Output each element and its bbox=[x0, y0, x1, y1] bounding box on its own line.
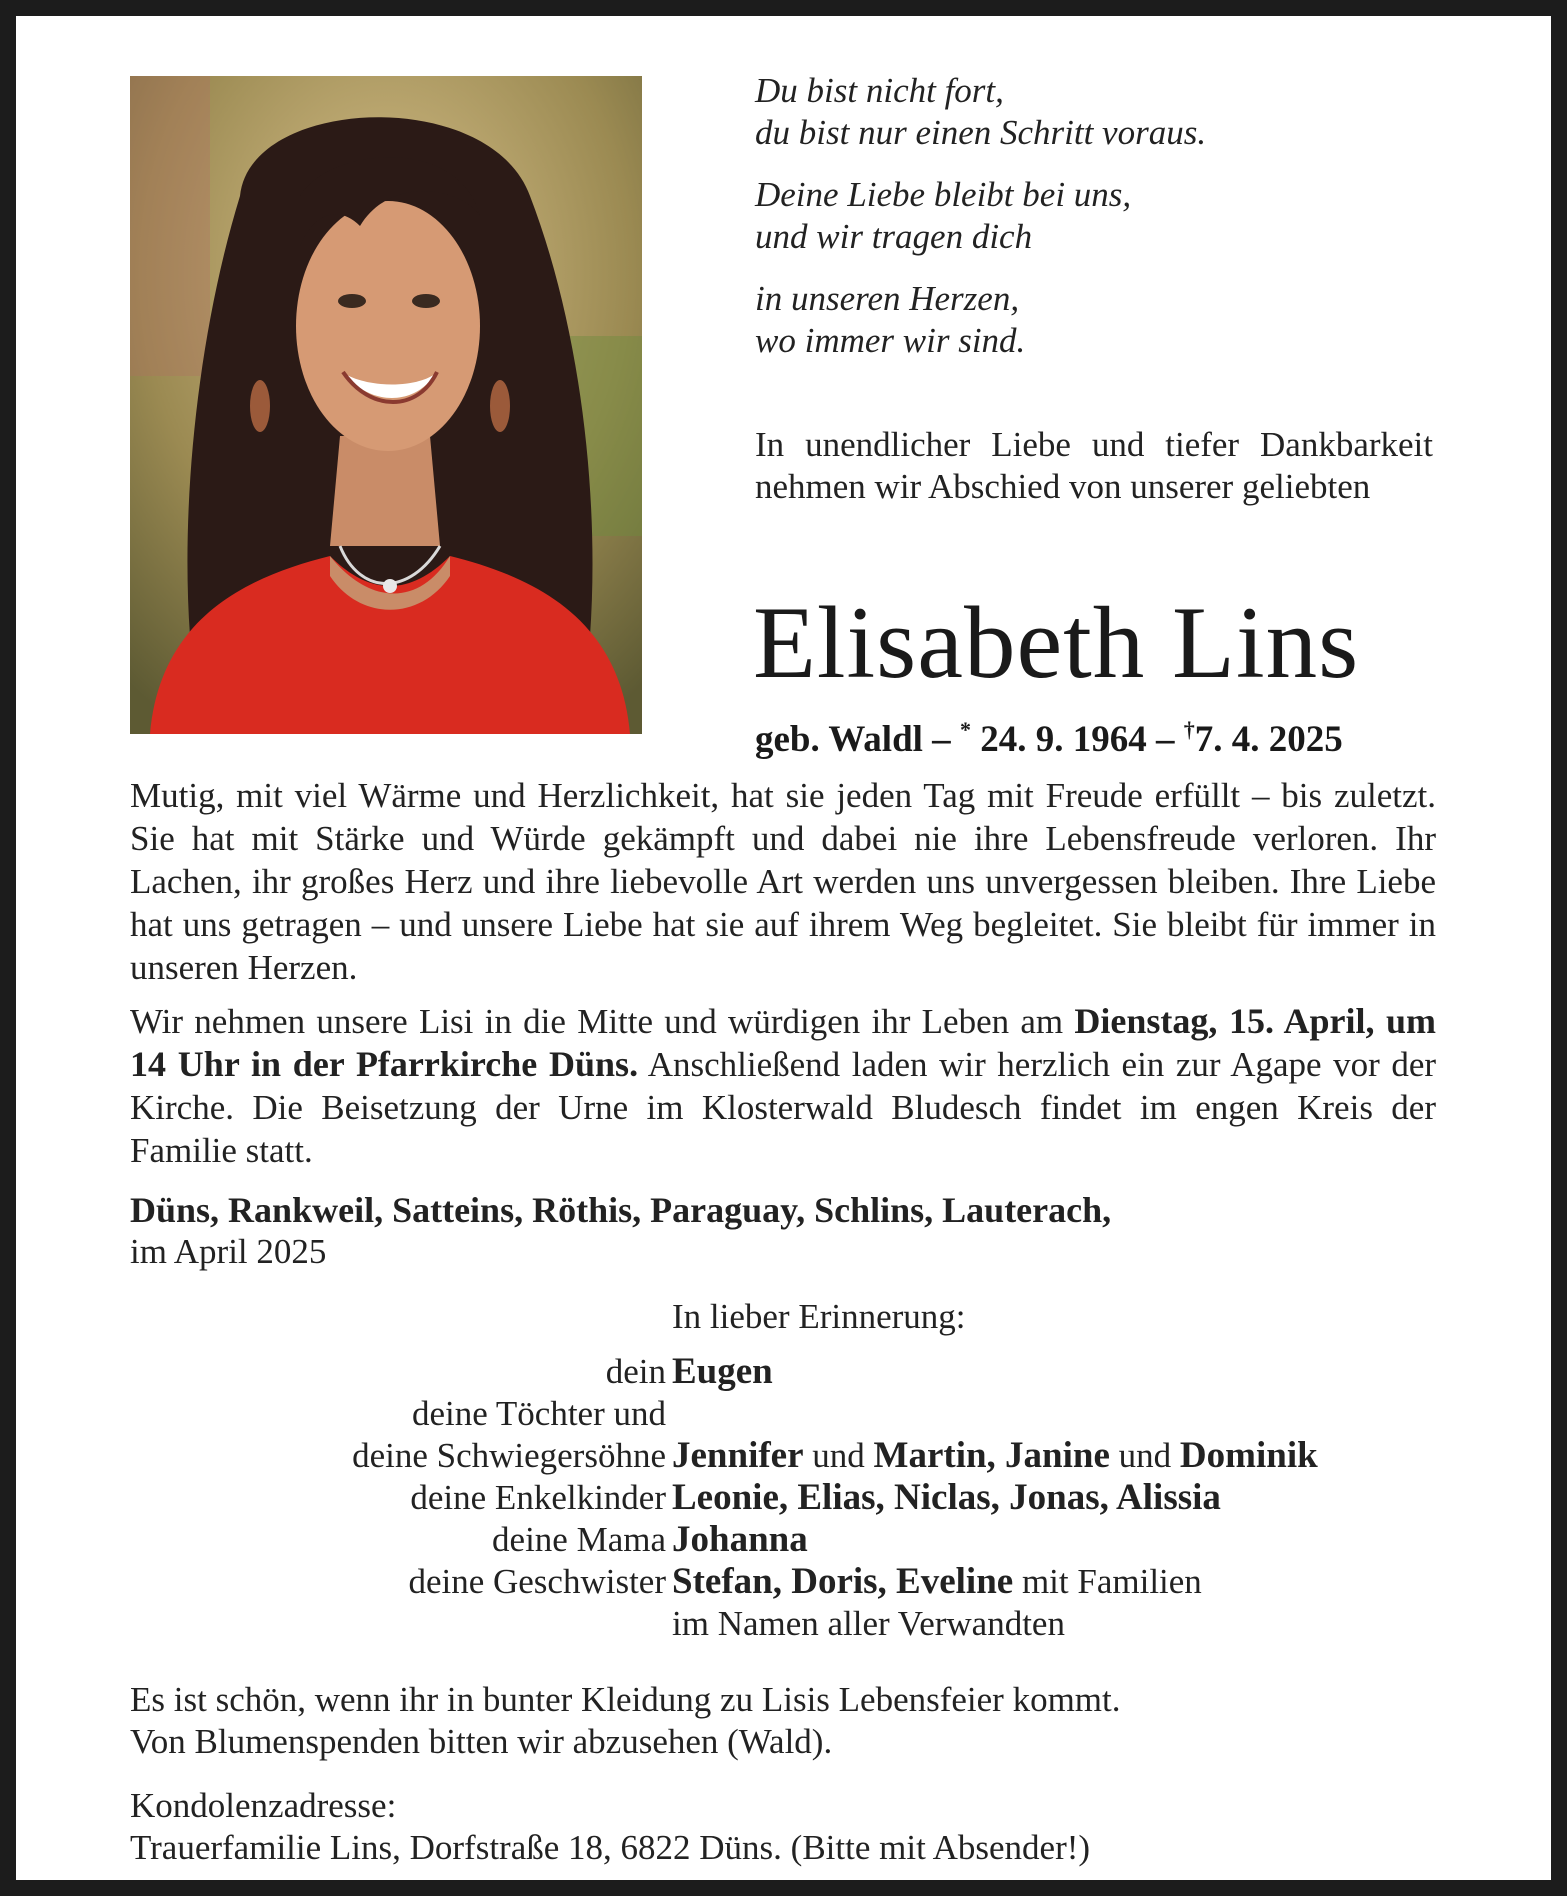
poem-stanza: in unseren Herzen, wo immer wir sind. bbox=[755, 279, 1026, 360]
birth-symbol: * bbox=[959, 717, 971, 742]
siblings-suffix: mit Familien bbox=[1013, 1562, 1202, 1601]
service-details: Anschließend laden wir herzlich ein zur Agape vor der Kirche. Die Beisetzung der Urne im Klosterwald Bludesch findet im engen Kreis der Familie statt. bbox=[130, 1045, 1437, 1170]
name-mother: Johanna bbox=[672, 1519, 808, 1560]
places-block bbox=[130, 1189, 1436, 1273]
relation-siblings: deine Geschwister bbox=[408, 1562, 666, 1601]
name-daughter: Dominik bbox=[1179, 1435, 1318, 1476]
date-line: im April 2025 bbox=[130, 1232, 327, 1271]
name-daughter: Jennifer bbox=[672, 1435, 804, 1476]
conjunction: und bbox=[1109, 1436, 1180, 1475]
relation-grandchildren: deine Enkelkinder bbox=[410, 1478, 666, 1517]
name-husband: Eugen bbox=[672, 1351, 773, 1392]
names-sons-in-law: Martin, Janine bbox=[873, 1435, 1110, 1476]
names-grandchildren: Leonie, Elias, Niclas, Jonas, Alissia bbox=[672, 1477, 1221, 1518]
relation-husband: dein bbox=[605, 1352, 666, 1391]
portrait-photo bbox=[130, 76, 642, 734]
deceased-name: Elisabeth Lins bbox=[753, 586, 1360, 700]
service-date-location: Dienstag, 15. April, um 14 Uhr in der Pfarrkirche Düns. bbox=[130, 1001, 1437, 1084]
closing-notes bbox=[130, 1679, 1436, 1763]
life-dates bbox=[755, 708, 1343, 762]
relatives-line: im Namen aller Verwandten bbox=[672, 1604, 1065, 1643]
names-siblings: Stefan, Doris, Eveline bbox=[672, 1561, 1014, 1602]
born-name: geb. Waldl – bbox=[755, 719, 960, 760]
poem bbox=[755, 70, 1395, 382]
death-symbol: † bbox=[1183, 717, 1195, 742]
service-lead: Wir nehmen unsere Lisi in die Mitte und würdigen ihr Leben am bbox=[130, 1002, 1075, 1041]
condolence-address bbox=[130, 1785, 1436, 1869]
towns: Düns, Rankweil, Satteins, Röthis, Paraguay, Schlins, Lauterach, bbox=[130, 1190, 1112, 1230]
conjunction: und bbox=[803, 1436, 874, 1475]
death-date: 7. 4. 2025 bbox=[1194, 719, 1343, 760]
portrait-illustration bbox=[130, 76, 642, 734]
dress-note: Es ist schön, wenn ihr in bunter Kleidung zu Lisis Lebensfeier kommt. bbox=[130, 1680, 1121, 1719]
address-label: Kondolenzadresse: bbox=[130, 1786, 397, 1825]
relation-sons-in-law: deine Schwiegersöhne bbox=[352, 1436, 666, 1475]
intro-text: In unendlicher Liebe und tiefer Dankbarkeit nehmen wir Abschied von unserer geliebten bbox=[755, 425, 1433, 506]
service-paragraph bbox=[130, 1000, 1436, 1172]
relation-mother: deine Mama bbox=[492, 1520, 666, 1559]
birth-date: 24. 9. 1964 – bbox=[970, 719, 1184, 760]
poem-stanza: Deine Liebe bleibt bei uns, und wir tragen dich bbox=[755, 175, 1132, 256]
address-text: Trauerfamilie Lins, Dorfstraße 18, 6822 Düns. (Bitte mit Absender!) bbox=[130, 1828, 1091, 1867]
tribute-paragraph: Mutig, mit viel Wärme und Herzlichkeit, hat sie jeden Tag mit Freude erfüllt – bis zuletzt. Sie hat mit Stärke und Würde gekämpft und dabei nie ihre Lebensfreude verloren. Ihr Lachen, ihr großes Herz und ihre liebevolle Art werden uns unvergessen bleiben. Ihre Liebe hat uns getragen – und unsere Liebe hat sie auf ihrem Weg begleitet. Sie bleibt für immer in unseren Herzen. bbox=[130, 776, 1436, 987]
poem-stanza: Du bist nicht fort, du bist nur einen Schritt voraus. bbox=[755, 71, 1207, 152]
obituary-page bbox=[16, 16, 1551, 1880]
family-list bbox=[16, 1296, 1551, 1645]
flowers-note: Von Blumenspenden bitten wir abzusehen (Wald). bbox=[130, 1722, 833, 1761]
relation-daughters: deine Töchter und bbox=[412, 1394, 666, 1433]
family-heading: In lieber Erinnerung: bbox=[672, 1297, 966, 1336]
